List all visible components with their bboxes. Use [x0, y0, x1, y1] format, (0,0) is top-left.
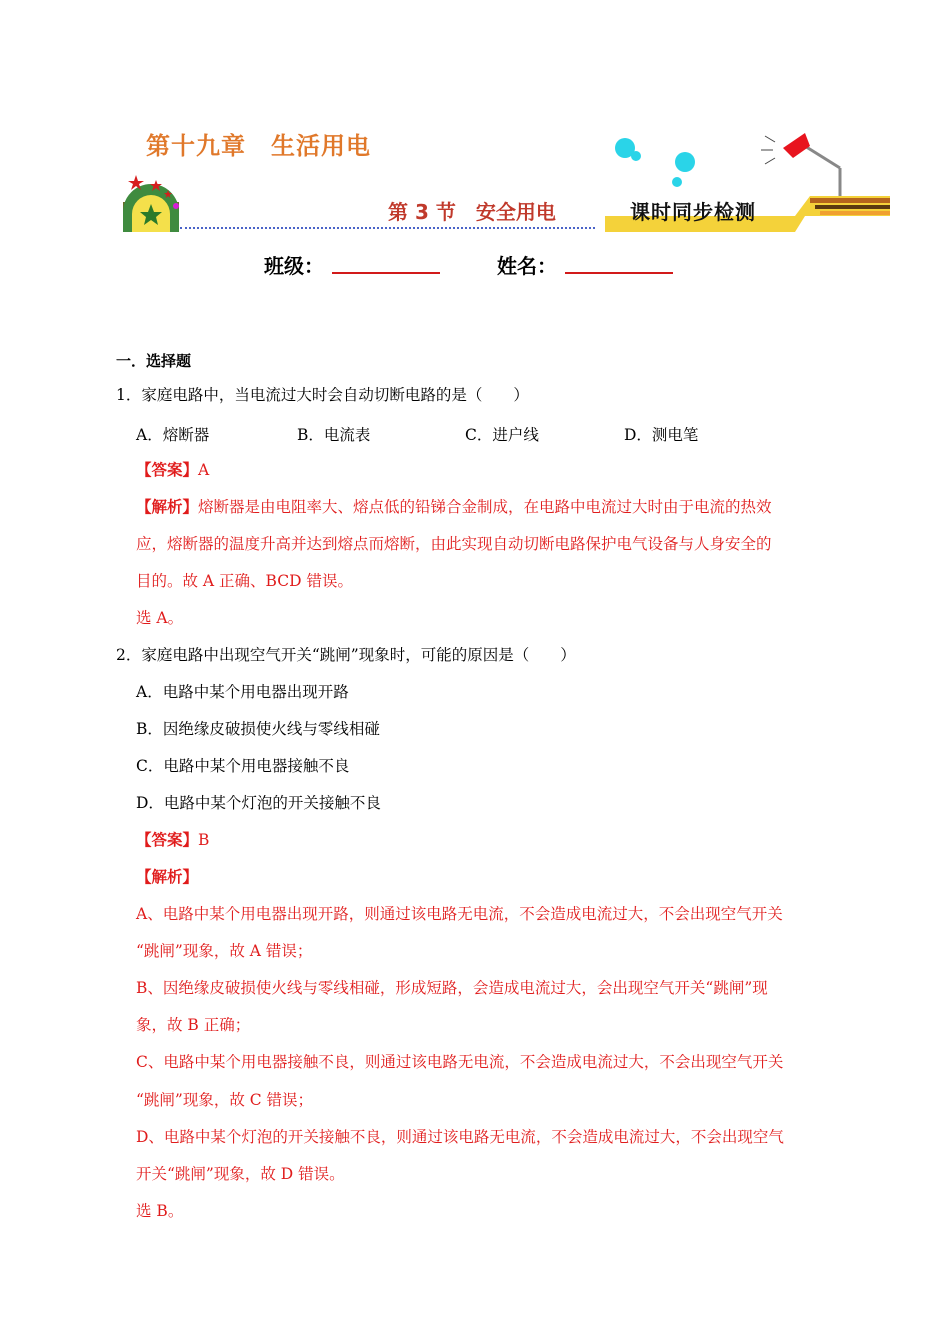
q1-option-a: A．熔断器 [136, 426, 210, 444]
q2-analysis-line: B、因绝缘皮破损使火线与零线相碰，形成短路，会造成电流过大，会出现空气开关“跳闸”现 [136, 979, 768, 997]
q2-analysis-line: A、电路中某个用电器出现开路，则通过该电路无电流，不会造成电流过大，不会出现空气开关 [136, 905, 783, 923]
q2-analysis-label: 【解析】 [136, 867, 199, 886]
answer-value: A [198, 461, 210, 479]
q1-analysis-line: 应，熔断器的温度升高并达到熔点而熔断，由此实现自动切断电路保护电气设备与人身安全的 [136, 535, 772, 553]
q2-analysis-line: C、电路中某个用电器接触不良，则通过该电路无电流，不会造成电流过大，不会出现空气开关 [136, 1053, 784, 1071]
answer-label: 【答案】 [136, 460, 199, 479]
q2-option-c: C．电路中某个用电器接触不良 [136, 757, 350, 775]
q2-analysis-line: 象，故 B 正确； [136, 1016, 251, 1034]
analysis-text: 熔断器是由电阻率大、熔点低的铅锑合金制成，在电路中电流过大时由于电流的热效 [198, 498, 772, 516]
question-2-stem: 2．家庭电路中出现空气开关“跳闸”现象时，可能的原因是（ ） [116, 646, 576, 664]
class-label: 班级： [264, 254, 324, 278]
section-title: 第 3 节 安全用电 [388, 200, 556, 224]
q2-option-a: A．电路中某个用电器出现开路 [136, 683, 349, 701]
q1-option-b: B．电流表 [297, 426, 371, 444]
star-badge-icon [118, 170, 188, 236]
name-field[interactable] [565, 272, 673, 274]
q2-conclusion: 选 B。 [136, 1202, 184, 1220]
q1-answer [136, 460, 209, 480]
class-field[interactable] [332, 272, 440, 274]
q2-analysis-line: “跳闸”现象，故 A 错误； [136, 942, 313, 960]
answer-value: B [198, 831, 210, 849]
q1-conclusion: 选 A。 [136, 609, 184, 627]
q2-answer [136, 830, 209, 850]
q1-option-d: D．测电笔 [624, 426, 699, 444]
question-1-stem: 1．家庭电路中，当电流过大时会自动切断电路的是（ ） [116, 386, 529, 404]
q2-option-d: D．电路中某个灯泡的开关接触不良 [136, 794, 381, 812]
section-heading: 一．选择题 [116, 352, 192, 370]
q2-analysis-line: D、电路中某个灯泡的开关接触不良，则通过该电路无电流，不会造成电流过大，不会出现空气 [136, 1128, 784, 1146]
chapter-title: 第十九章 生活用电 [146, 132, 371, 160]
q1-analysis-line: 目的。故 A 正确、BCD 错误。 [136, 572, 353, 590]
q1-analysis-line [136, 497, 772, 517]
q2-option-b: B．因绝缘皮破损使火线与零线相碰 [136, 720, 380, 738]
analysis-label: 【解析】 [136, 497, 199, 516]
q1-option-c: C．进户线 [465, 426, 539, 444]
header-divider [180, 227, 595, 229]
q2-analysis-line: 开关“跳闸”现象，故 D 错误。 [136, 1165, 345, 1183]
name-label: 姓名： [497, 254, 557, 278]
q2-analysis-line: “跳闸”现象，故 C 错误； [136, 1091, 314, 1109]
sync-check-label: 课时同步检测 [630, 200, 756, 224]
answer-label: 【答案】 [136, 830, 199, 849]
